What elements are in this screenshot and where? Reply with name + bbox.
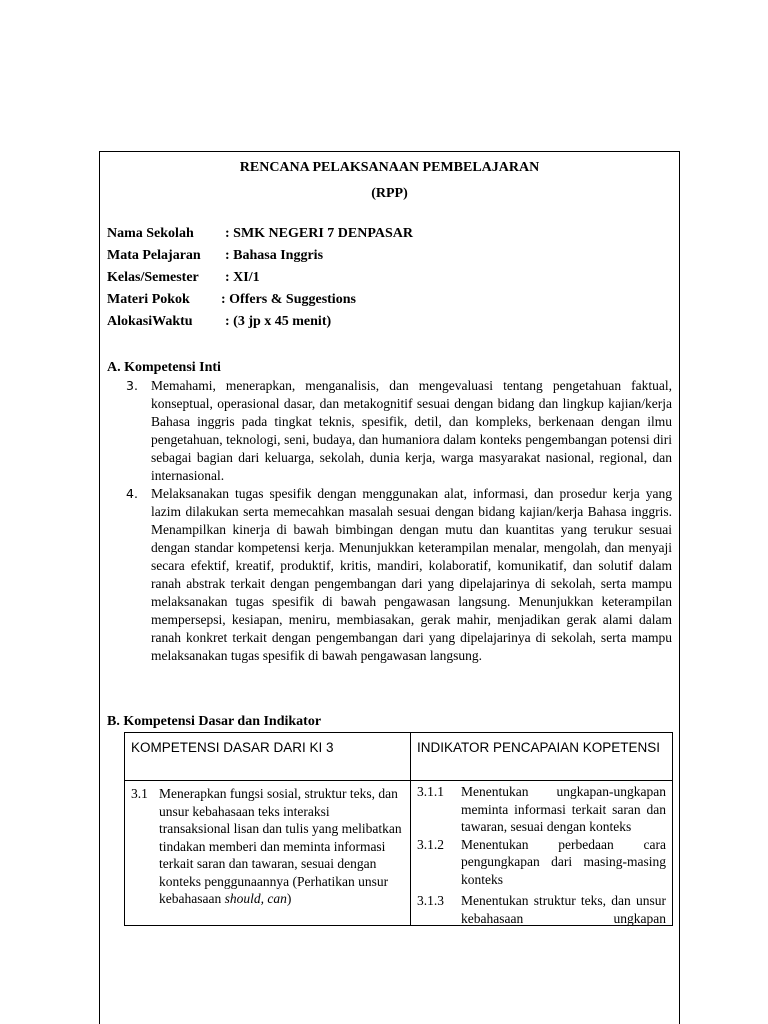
identity-value: : (3 jp x 45 menit) [225, 314, 332, 329]
ki-number: 3. [126, 378, 138, 393]
indicator-number: 3.1.1 [417, 784, 444, 799]
indicator-number: 3.1.3 [417, 893, 444, 908]
indicator-text: Menentukan perbedaan cara pengungkapan dari masing-masing konteks [461, 836, 666, 887]
identity-row [107, 225, 413, 247]
identity-label: Kelas/Semester [107, 270, 199, 285]
indicator-item [411, 836, 672, 889]
kd-item [125, 783, 410, 908]
col2-header: INDIKATOR PENCAPAIAN KOPETENSI [411, 733, 673, 781]
identity-value: : XI/1 [225, 270, 260, 285]
identity-row [107, 291, 356, 313]
ki-number: 4. [126, 486, 138, 501]
kd-cell [125, 781, 411, 926]
section-b-heading: B. Kompetensi Dasar dan Indikator [107, 714, 322, 729]
table-row [125, 781, 673, 926]
kd-text: Menerapkan fungsi sosial, struktur teks, dan unsur kebahasaan teks interaksi transaksional lisan dan tulis yang melibatkan tindakan memberi dan meminta informasi terkait saran dan tawaran, sesuai dengan konteks penggunaannya (Perhatikan unsur kebahasaan should, can) [159, 786, 402, 906]
identity-block [107, 225, 413, 335]
indicator-number: 3.1.2 [417, 836, 444, 852]
document-title: RENCANA PELAKSANAAN PEMBELAJARAN [239, 160, 540, 175]
indicator-text: Menentukan ungkapan-ungkapan meminta informasi terkait saran dan tawaran, sesuai dengan konteks [461, 784, 666, 834]
identity-label: Materi Pokok [107, 292, 190, 307]
identity-label: AlokasiWaktu [107, 314, 193, 329]
col1-header: KOMPETENSI DASAR DARI KI 3 [125, 733, 411, 781]
document-subtitle: (RPP) [371, 186, 408, 201]
identity-row [107, 313, 332, 335]
identity-value: : Offers & Suggestions [221, 292, 356, 307]
identity-label: Nama Sekolah [107, 226, 194, 241]
kd-indicator-table [124, 732, 673, 926]
kd-number: 3.1 [131, 786, 148, 801]
identity-row [107, 247, 324, 269]
ki-text: Melaksanakan tugas spesifik dengan menggunakan alat, informasi, dan prosedur kerja yang lazim dilakukan serta memecahkan masalah sesuai dengan bidang kajian/kerja Bahasa inggris. Menampilkan kinerja di bawah bimbingan dengan mutu dan kuantitas yang terukur sesuai dengan standar kompetensi kerja. Menunjukkan keterampilan menalar, mengolah, dan menyaji secara efektif, kreatif, produktif, kritis, mandiri, kolaboratif, komunikatif, dan solutif dalam ranah abstrak terkait dengan pengembangan dari yang dipelajarinya di sekolah, serta mampu melaksanakan tugas spesifik di bawah pengawasan langsung. Menunjukkan keterampilan mempersepsi, kesiapan, meniru, membiasakan, gerak mahir, menjadikan gerak alami dalam ranah konkret terkait dengan pengembangan dari yang dipelajarinya di sekolah, serta mampu melaksanakan tugas spesifik di bawah pengawasan langsung. [151, 486, 672, 663]
kd-italic-text: should, can [224, 891, 287, 906]
ki-text: Memahami, menerapkan, menganalisis, dan mengevaluasi tentang pengetahuan faktual, konseptual, operasional dasar, dan metakognitif sesuai dengan bidang dan lingkup kajian/kerja Bahasa inggris pada tingkat teknis, spesifik, detil, dan kompleks, berkenaan dengan ilmu pengetahuan, teknologi, seni, budaya, dan humaniora dalam konteks pengembangan potensi diri sebagai bagian dari keluarga, sekolah, dunia kerja, warga masyarakat nasional, regional, dan internasional. [151, 378, 672, 483]
indicator-cell [411, 781, 673, 926]
ki-item [126, 485, 672, 665]
identity-value: : SMK NEGERI 7 DENPASAR [225, 226, 413, 241]
indicator-item [411, 892, 672, 925]
table-header-row [125, 733, 673, 781]
indicator-item [411, 783, 672, 836]
identity-label: Mata Pelajaran [107, 248, 201, 263]
document-frame [99, 151, 680, 1024]
indicator-text: Menentukan struktur teks, dan unsur kebahasaan ungkapan [461, 893, 666, 925]
identity-row [107, 269, 260, 291]
ki-item [126, 377, 672, 485]
identity-value: : Bahasa Inggris [225, 248, 324, 263]
section-a-heading: A. Kompetensi Inti [107, 360, 221, 375]
